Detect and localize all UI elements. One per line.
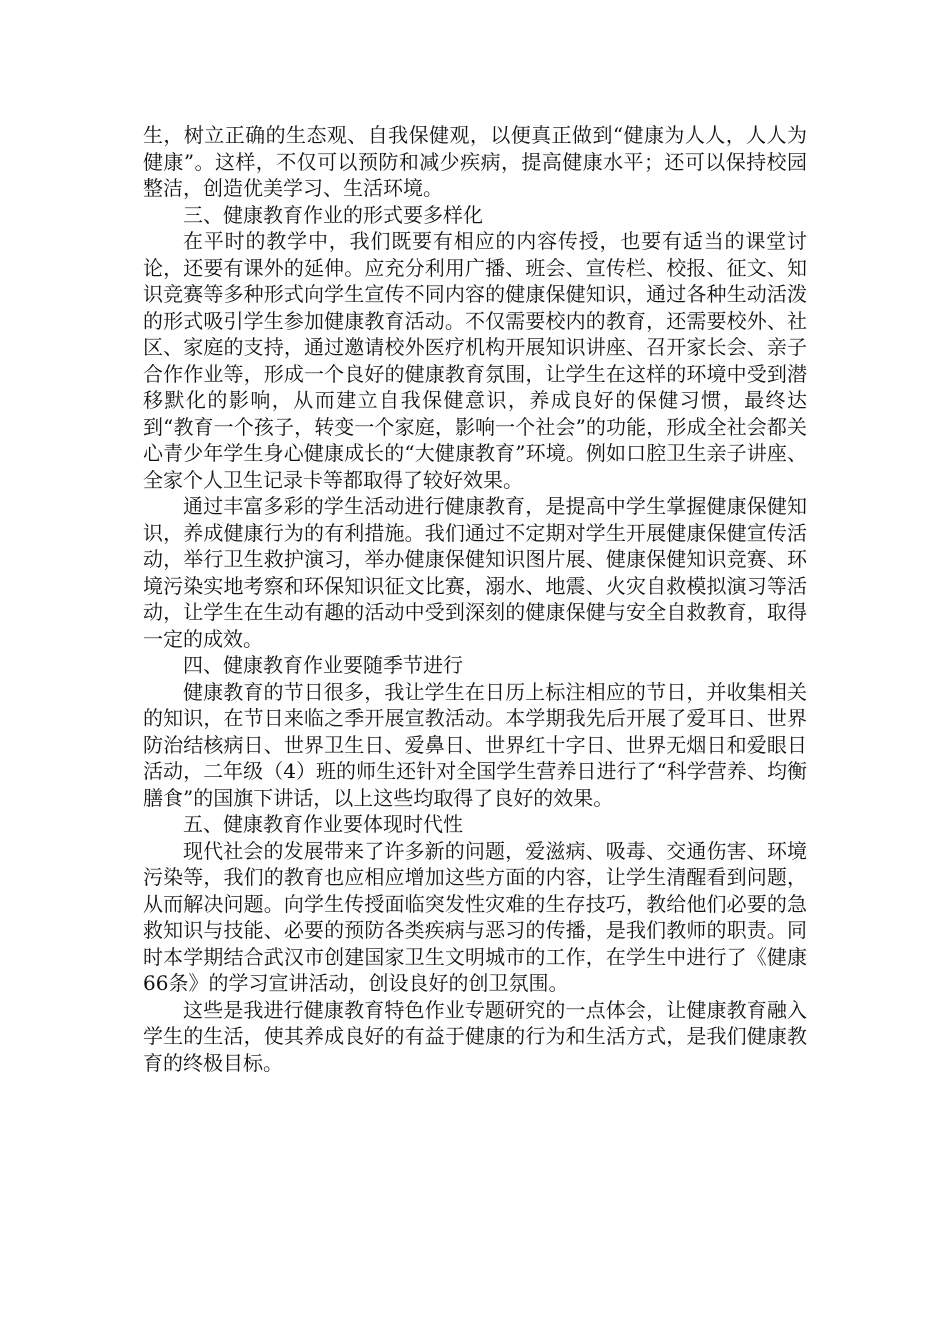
section-heading-5: 五、健康教育作业要体现时代性 [183, 812, 463, 836]
section-heading-4: 四、健康教育作业要随季节进行 [183, 653, 463, 677]
paragraph: 通过丰富多彩的学生活动进行健康教育，是提高中学生掌握健康保健知识，养成健康行为的有利措施。我们通过不定期对学生开展健康保健宣传活动，举行卫生救护演习，举办健康保健知识图片展、健康保健知识竞赛、环境污染实地考察和环保知识征文比赛，溺水、地震、火灾自救模拟演习等活动，让学生在生动有趣的活动中受到深刻的健康保健与安全自救教育，取得一定的成效。 [143, 494, 807, 651]
paragraph-continued: 生，树立正确的生态观、自我保健观，以便真正做到“健康为人人，人人为健康”。这样，不仅可以预防和减少疾病，提高健康水平；还可以保持校园整洁，创造优美学习、生活环境。 [143, 123, 807, 200]
paragraph: 现代社会的发展带来了许多新的问题，爱滋病、吸毒、交通伤害、环境污染等，我们的教育也应相应增加这些方面的内容，让学生清醒看到问题，从而解决问题。向学生传授面临突发性灾难的生存技巧，教给他们必要的急救知识与技能、必要的预防各类疾病与恶习的传播，是我们教师的职责。同时本学期结合武汉市创建国家卫生文明城市的工作，在学生中进行了《健康66条》的学习宣讲活动，创设良好的创卫氛围。 [143, 838, 807, 995]
document-body [143, 122, 807, 1076]
paragraph-conclusion: 这些是我进行健康教育特色作业专题研究的一点体会，让健康教育融入学生的生活，使其养成良好的有益于健康的行为和生活方式，是我们健康教育的终极目标。 [143, 997, 807, 1075]
paragraph: 在平时的教学中，我们既要有相应的内容传授，也要有适当的课堂讨论，还要有课外的延伸。应充分利用广播、班会、宣传栏、校报、征文、知识竞赛等多种形式向学生宣传不同内容的健康保健知识，通过各种生动活泼的形式吸引学生参加健康教育活动。不仅需要校内的教育，还需要校外、社区、家庭的支持，通过邀请校外医疗机构开展知识讲座、召开家长会、亲子合作作业等，形成一个良好的健康教育氛围，让学生在这样的环境中受到潜移默化的影响，从而建立自我保健意识，养成良好的保健习惯，最终达到“教育一个孩子，转变一个家庭，影响一个社会”的功能，形成全社会都关心青少年学生身心健康成长的“大健康教育”环境。例如口腔卫生亲子讲座、全家个人卫生记录卡等都取得了较好效果。 [143, 229, 807, 492]
paragraph: 健康教育的节日很多，我让学生在日历上标注相应的节日，并收集相关的知识，在节日来临之季开展宣教活动。本学期我先后开展了爱耳日、世界防治结核病日、世界卫生日、爱鼻日、世界红十字日、世界无烟日和爱眼日活动，二年级（4）班的师生还针对全国学生营养日进行了“科学营养、均衡膳食”的国旗下讲话，以上这些均取得了良好的效果。 [143, 679, 807, 810]
section-heading-3: 三、健康教育作业的形式要多样化 [183, 202, 483, 227]
